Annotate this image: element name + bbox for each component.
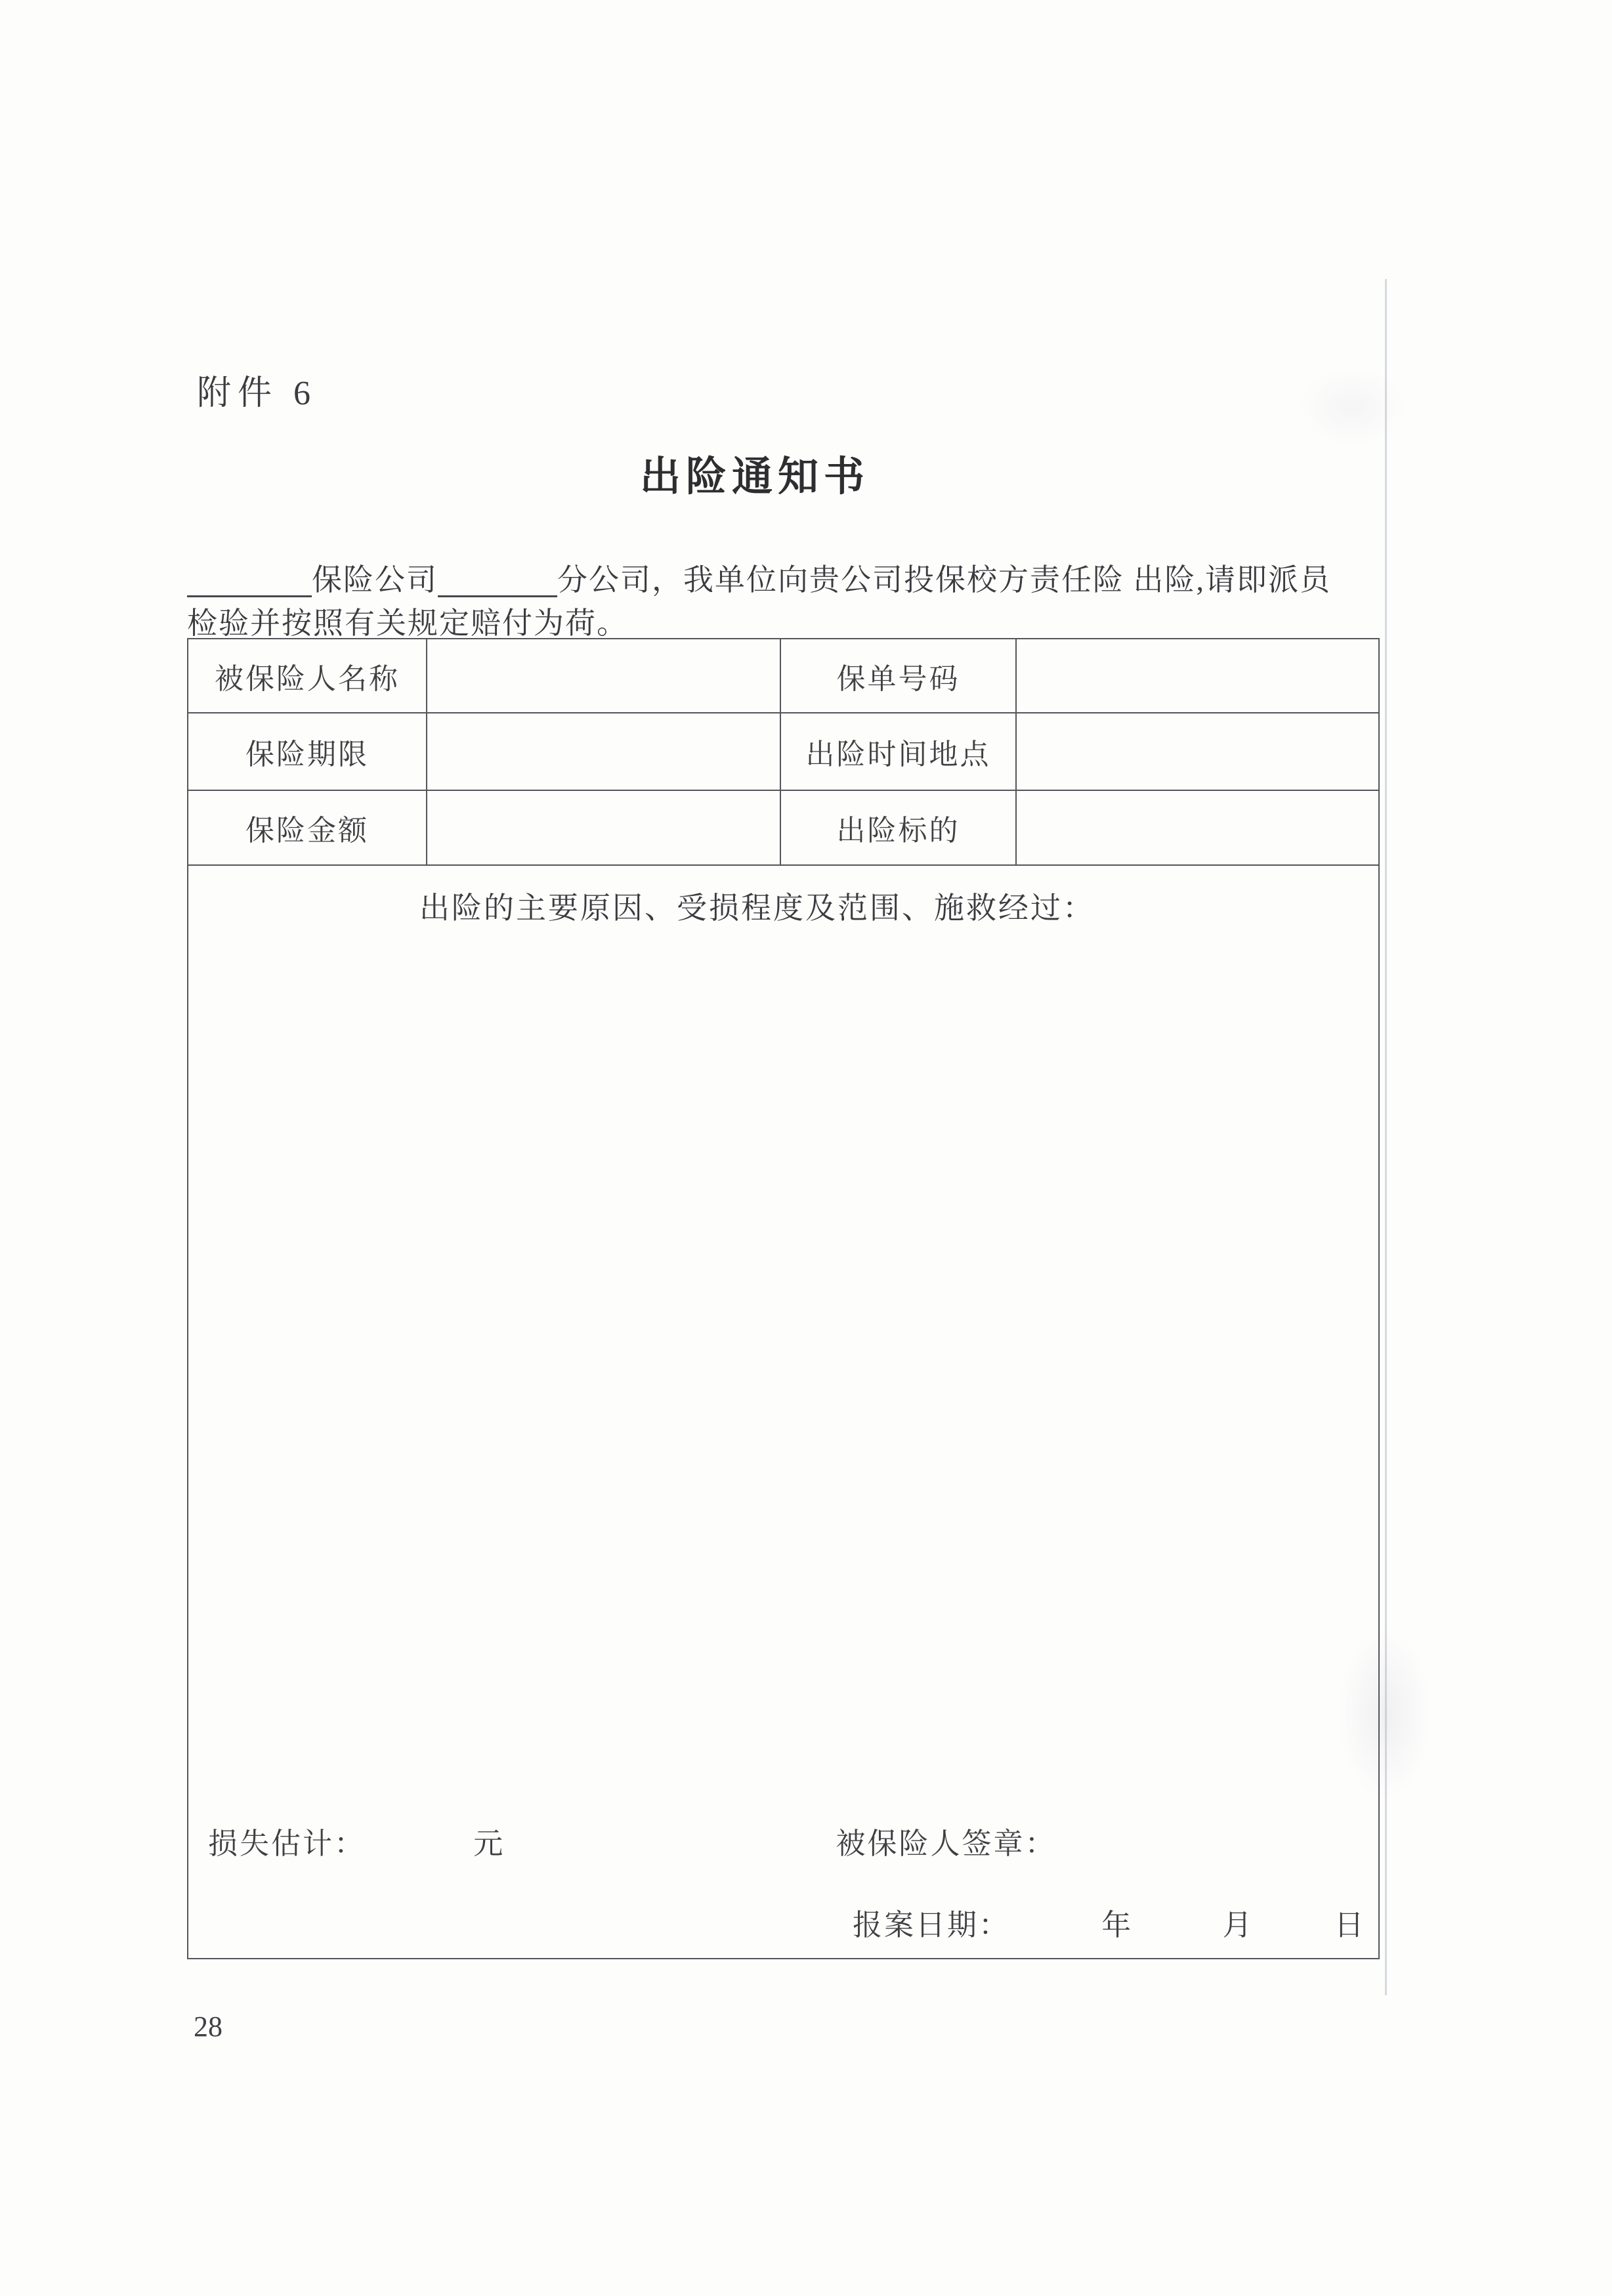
intro-blank-company <box>187 566 312 597</box>
reason-section-header: 出险的主要原因、受损程度及范围、施救经过： <box>419 891 1095 925</box>
scan-smudge <box>1300 368 1405 446</box>
incident-notice-form-table <box>187 638 1380 1959</box>
intro-paragraph-line-1 <box>187 563 1378 597</box>
loss-estimate-label: 损失估计： <box>208 1827 366 1860</box>
cell-insured-amount <box>427 790 780 865</box>
table-row <box>188 713 1379 790</box>
intro-company-label: 保险公司 <box>312 563 438 597</box>
cell-incident-time-place <box>1016 713 1379 790</box>
table-row-description <box>188 865 1379 1959</box>
attachment-label: 附件 6 <box>197 375 318 412</box>
loss-unit-label: 元 <box>473 1827 505 1860</box>
year-label: 年 <box>1101 1909 1134 1942</box>
label-incident-time-place: 出险时间地点 <box>780 713 1016 790</box>
label-insured-amount: 保险金额 <box>188 790 427 865</box>
cell-insured-name <box>427 639 780 713</box>
day-label: 日 <box>1334 1909 1366 1942</box>
incident-description-area <box>188 866 1378 1958</box>
cell-policy-number <box>1016 639 1379 713</box>
label-insured-name: 被保险人名称 <box>188 639 427 713</box>
cell-insurance-period <box>427 713 780 790</box>
photocopy-edge-line <box>1385 279 1387 1995</box>
report-date-line <box>853 1901 1366 1944</box>
label-insurance-period: 保险期限 <box>188 713 427 790</box>
month-label: 月 <box>1222 1909 1254 1942</box>
loss-estimate-line <box>208 1819 1057 1862</box>
page-number: 28 <box>194 2010 223 2043</box>
intro-text: 分公司，我单位向贵公司投保校方责任险 出险,请即派员 <box>557 563 1331 597</box>
cell-incident-subject <box>1016 790 1379 865</box>
table-row <box>188 639 1379 713</box>
insured-signature-label: 被保险人签章： <box>836 1827 1057 1860</box>
label-incident-subject: 出险标的 <box>780 790 1016 865</box>
report-date-label: 报案日期： <box>853 1909 1011 1942</box>
page-title: 出险通知书 <box>639 455 870 500</box>
intro-paragraph-line-2: 检验并按照有关规定赔付为荷。 <box>187 606 628 640</box>
label-policy-number: 保单号码 <box>780 639 1016 713</box>
table-row <box>188 790 1379 865</box>
incident-description-cell <box>188 865 1379 1959</box>
intro-blank-branch <box>438 566 557 597</box>
